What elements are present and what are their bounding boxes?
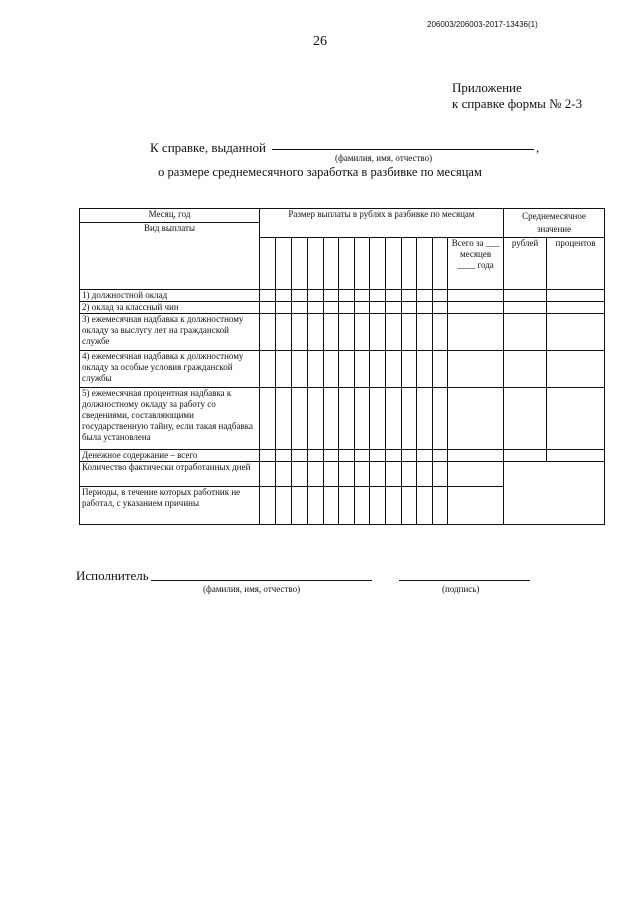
appendix-line-2: к справке формы № 2-3 [452, 96, 583, 111]
month-year-header: Месяц, год [80, 209, 260, 223]
table-row [80, 462, 605, 487]
table-row [80, 290, 605, 302]
signature-hint: (подпись) [442, 584, 480, 594]
executor-label: Исполнитель [76, 568, 149, 583]
rubles-header: рублей [504, 238, 547, 290]
table-row [80, 314, 605, 351]
executor-hint: (фамилия, имя, отчество) [203, 584, 301, 594]
percent-header: процентов [547, 238, 605, 290]
issued-to-field[interactable] [272, 149, 534, 150]
average-header: Среднемесячное значение [504, 209, 605, 238]
appendix-note [452, 80, 622, 112]
document-id: 206003/206003-2017-13436(1) [427, 20, 538, 29]
issued-to-hint: (фамилия, имя, отчество) [335, 153, 433, 163]
appendix-line-1: Приложение [452, 80, 522, 95]
row-label: 2) оклад за классный чин [80, 302, 260, 314]
row-label: Денежное содержание – всего [80, 450, 260, 462]
issued-comma: , [536, 140, 540, 155]
table-row [80, 351, 605, 388]
total-header: Всего за ___ месяцев ____ года [448, 238, 504, 290]
executor-field[interactable] [151, 580, 372, 581]
merged-empty-cell [504, 462, 605, 525]
issued-to-label: К справке, выданной [150, 140, 266, 155]
table-row [80, 302, 605, 314]
salary-table [79, 208, 605, 525]
table-row [80, 450, 605, 462]
row-label: 1) должностной оклад [80, 290, 260, 302]
row-label: Периоды, в течение которых работник не работал, с указанием причины [80, 487, 260, 525]
payments-header: Размер выплаты в рублях в разбивке по месяцам [260, 209, 504, 238]
row-label: 4) ежемесячная надбавка к должностному окладу за особые условия гражданской службы [80, 351, 260, 388]
row-label: Количество фактически отработанных дней [80, 462, 260, 487]
table-row [80, 388, 605, 450]
page-number: 26 [313, 34, 327, 49]
row-label: 5) ежемесячная процентная надбавка к должностному окладу за работу со сведениями, составляющими государственную тайну, если такая надбавка была установлена [80, 388, 260, 450]
row-label: 3) ежемесячная надбавка к должностному окладу за выслугу лет на гражданской службе [80, 314, 260, 351]
signature-field[interactable] [399, 580, 530, 581]
payment-type-header: Вид выплаты [80, 223, 260, 290]
form-subtitle: о размере среднемесячного заработка в разбивке по месяцам [158, 165, 482, 179]
